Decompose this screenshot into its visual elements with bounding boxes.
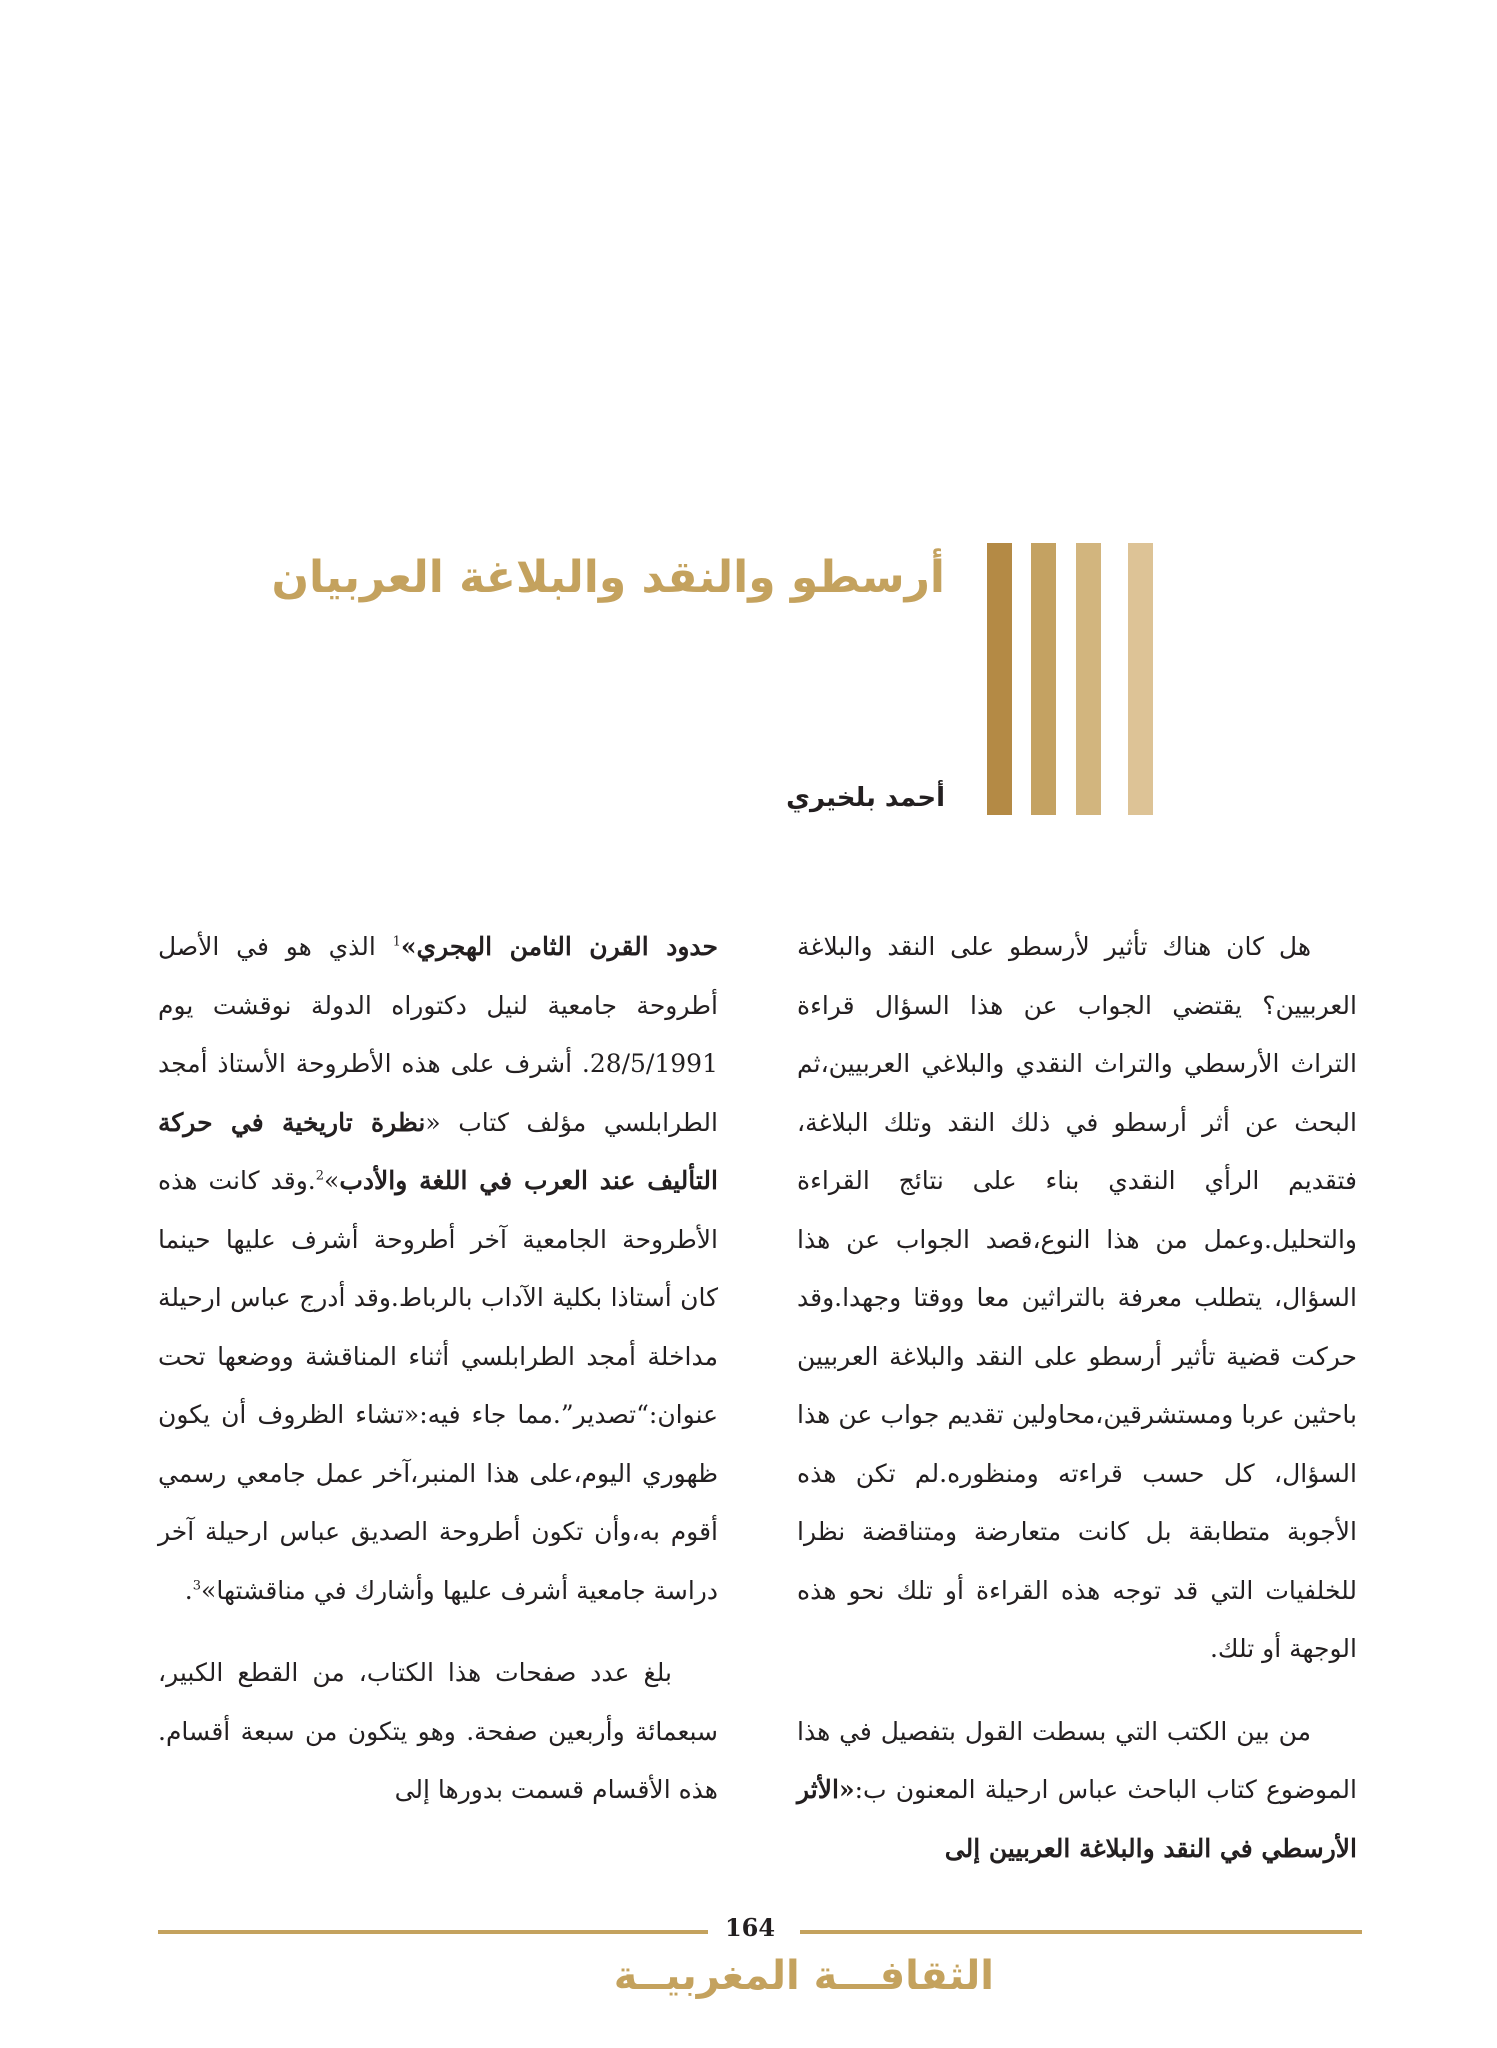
article-author: أحمد بلخيري (786, 783, 945, 813)
page-number: 164 (724, 1913, 776, 1942)
paragraph-text: » (324, 1166, 340, 1195)
paragraph (797, 918, 1357, 1679)
footnote-ref: 1 (392, 934, 401, 950)
decorative-bar-3 (1076, 543, 1101, 815)
book-title-bold: نظرة تاريخية في حركة التأليف عند العرب في اللغة والأدب (158, 1107, 718, 1195)
paragraph (158, 1644, 718, 1820)
paragraph-text: من بين الكتب التي بسطت القول بتفصيل في هذا الموضوع كتاب الباحث عباس ارحيلة المعنون ب: (797, 1716, 1357, 1804)
article-title: أرسطو والنقد والبلاغة العربيان (271, 552, 945, 603)
paragraph (158, 918, 718, 1620)
paragraph-text: الذي هو في الأصل أطروحة جامعية لنيل دكتوراه الدولة نوقشت يوم 28/5/1991. أشرف على هذه الأطروحة الأستاذ أمجد الطرابلسي مؤلف كتاب « (158, 932, 718, 1137)
decorative-bar-2 (1031, 543, 1056, 815)
paragraph-text: هل كان هناك تأثير لأرسطو على النقد والبلاغة العربيين؟ يقتضي الجواب عن هذا السؤال قراءة التراث الأرسطي والتراث النقدي والبلاغي العربيين،ثم البحث عن أثر أرسطو في ذلك النقد وتلك البلاغة، فتقديم الرأي النقدي بناء على نتائج القراءة والتحليل.وعمل من هذا النوع،قصد الجواب عن هذا السؤال، يتطلب معرفة بالتراثين معا ووقتا وجهدا.وقد حركت قضية تأثير أرسطو على النقد والبلاغة العربيين باحثين عربا ومستشرقين،محاولين تقديم جواب عن هذا السؤال، كل حسب قراءته ومنظوره.لم تكن هذه الأجوبة متطابقة بل كانت متعارضة ومتناقضة نظرا للخلفيات التي قد توجه هذه القراءة أو تلك نحو هذه الوجهة أو تلك. (797, 932, 1357, 1663)
paragraph (797, 1703, 1357, 1879)
footnote-ref: 2 (315, 1168, 325, 1184)
book-title-bold: حدود القرن الثامن الهجري» (400, 932, 718, 961)
text-column-left (158, 918, 718, 1820)
magazine-name: الثقافـــة المغربيــة (613, 1953, 994, 1999)
book-title-bold: «الأثر الأرسطي في النقد والبلاغة العربيين إلى (797, 1775, 1357, 1863)
decorative-bar-4 (1128, 543, 1153, 815)
paragraph-text: .وقد كانت هذه الأطروحة الجامعية آخر أطروحة أشرف عليها حينما كان أستاذا بكلية الآداب بالرباط.وقد أدرج عباس ارحيلة مداخلة أمجد الطرابلسي أثناء المناقشة ووضعها تحت عنوان:“تصدير”.مما جاء فيه:«تشاء الظروف أن يكون ظهوري اليوم،على هذا المنبر،آخر عمل جامعي رسمي أقوم به،وأن تكون أطروحة الصديق عباس ارحيلة آخر دراسة جامعية أشرف عليها وأشارك في مناقشتها» (158, 1166, 718, 1605)
footer-rule-right (800, 1930, 1362, 1934)
footnote-ref: 3 (192, 1578, 202, 1594)
decorative-bar-1 (987, 543, 1012, 815)
text-column-right (797, 918, 1357, 1878)
paragraph-text: بلغ عدد صفحات هذا الكتاب، من القطع الكبير، سبعمائة وأربعين صفحة. وهو يتكون من سبعة أقسام. هذه الأقسام قسمت بدورها إلى (158, 1658, 718, 1804)
footer-rule-left (158, 1930, 708, 1934)
paragraph-text: . (184, 1575, 193, 1605)
